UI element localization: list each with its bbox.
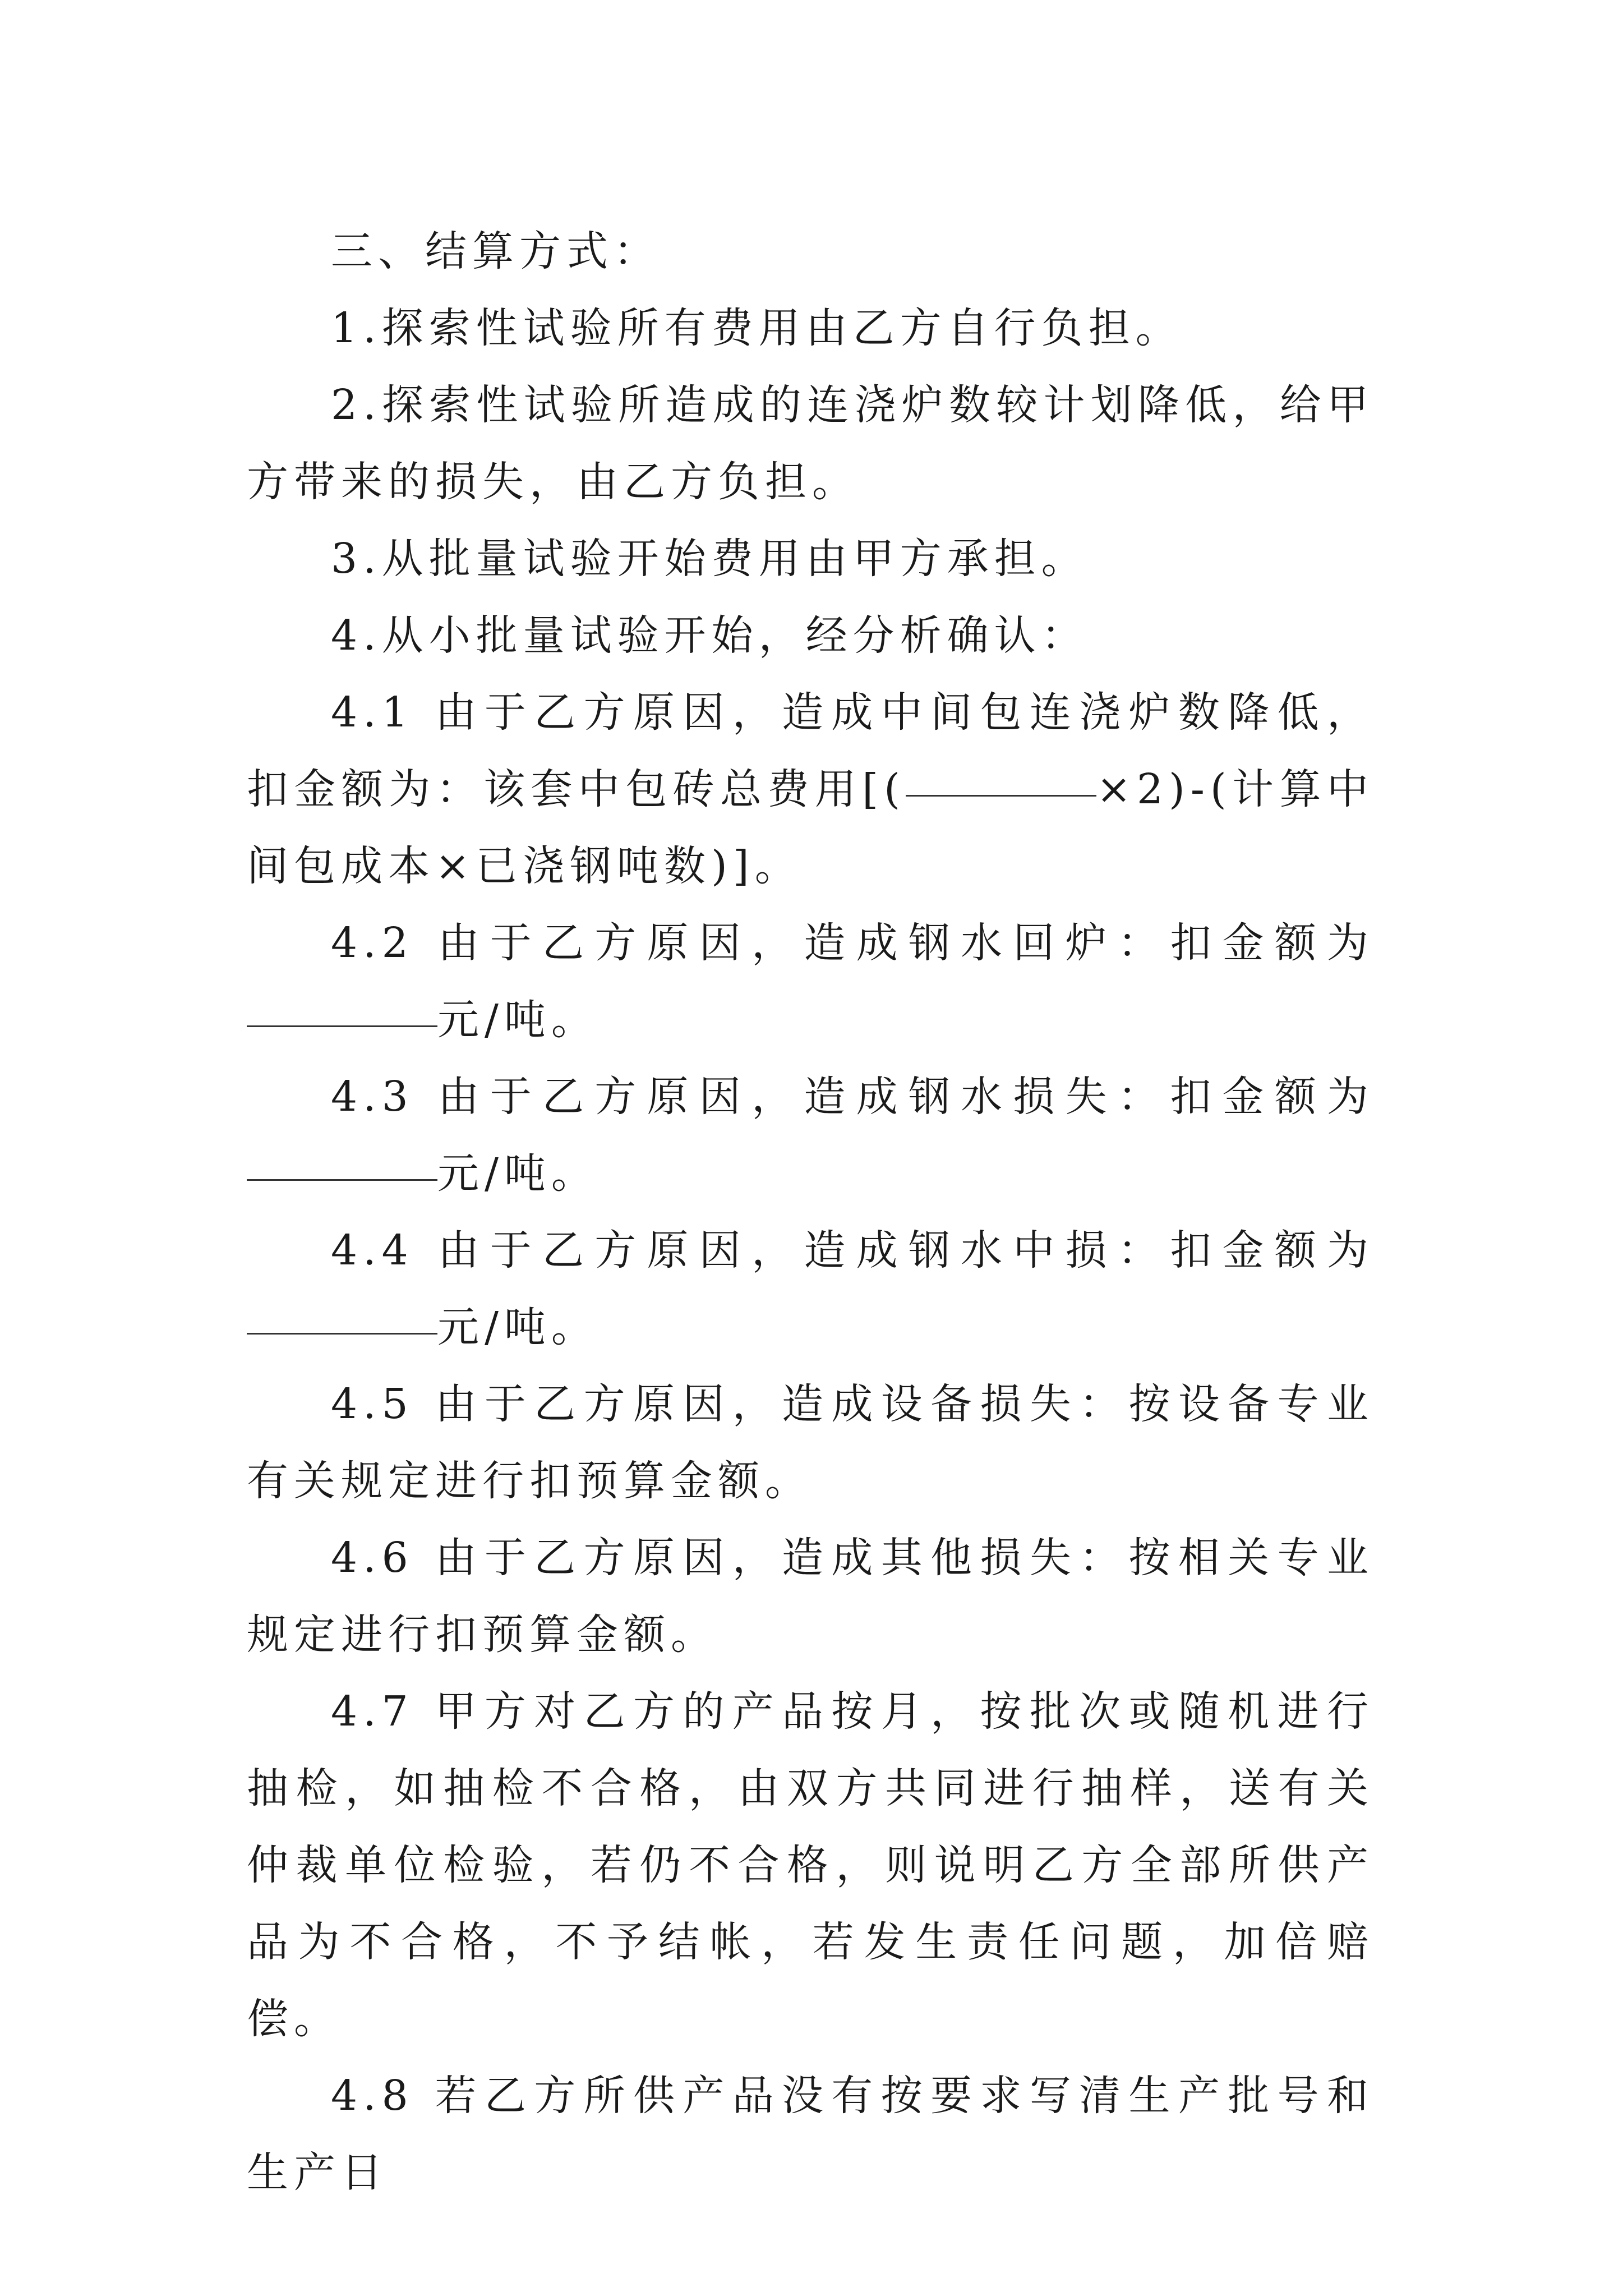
clause-4-5: 4.5 由于乙方原因，造成设备损失：按设备专业有关规定进行扣预算金额。 [247,1380,1374,1505]
clause-4-8: 4.8 若乙方所供产品没有按要求写清生产批号和生产日 [247,2072,1374,2197]
section-heading: 三、结算方式： [331,227,661,275]
clause-4-1-before: 4.1 由于乙方原因，造成中间包连浇炉数降低，扣金额为：该套中包砖总费用[( [247,688,1374,813]
clause-4-4-before: 4.4 由于乙方原因，造成钢水中损：扣金额为 [331,1226,1374,1274]
clause-4-2-before: 4.2 由于乙方原因，造成钢水回炉：扣金额为 [331,919,1374,967]
clause-4-7: 4.7 甲方对乙方的产品按月，按批次或随机进行抽检，如抽检不合格，由双方共同进行抽样，送有关仲裁单位检验，若仍不合格，则说明乙方全部所供产品为不合格，不予结帐，若发生责任问题，加倍赔偿。 [247,1687,1374,2043]
document-body [247,213,1374,2211]
clause-4-3-before: 4.3 由于乙方原因，造成钢水损失：扣金额为 [331,1073,1374,1121]
clause-4-2 [247,905,1374,1059]
clause-4-2-after: 元/吨。 [437,996,598,1044]
clause-4-3-after: 元/吨。 [437,1149,598,1198]
fill-in-blank [247,1179,437,1181]
clause-4-3 [247,1059,1374,1212]
clause-1: 1.探索性试验所有费用由乙方自行负担。 [331,304,1183,352]
clause-4-4 [247,1212,1374,1366]
clause-4-1-after: ×2)-(计算中间包成本×已浇钢吨数)]。 [247,765,1374,890]
clause-4-6: 4.6 由于乙方原因，造成其他损失：按相关专业规定进行扣预算金额。 [247,1534,1374,1659]
clause-4-4-after: 元/吨。 [437,1303,598,1351]
fill-in-blank [247,1332,437,1335]
fill-in-blank [906,794,1096,797]
clause-4: 4.从小批量试验开始，经分析确认： [331,611,1089,660]
fill-in-blank [247,1025,437,1027]
clause-4-1 [247,674,1374,905]
clause-3: 3.从批量试验开始费用由甲方承担。 [331,535,1089,583]
clause-2: 2.探索性试验所造成的连浇炉数较计划降低，给甲方带来的损失，由乙方负担。 [247,381,1374,506]
